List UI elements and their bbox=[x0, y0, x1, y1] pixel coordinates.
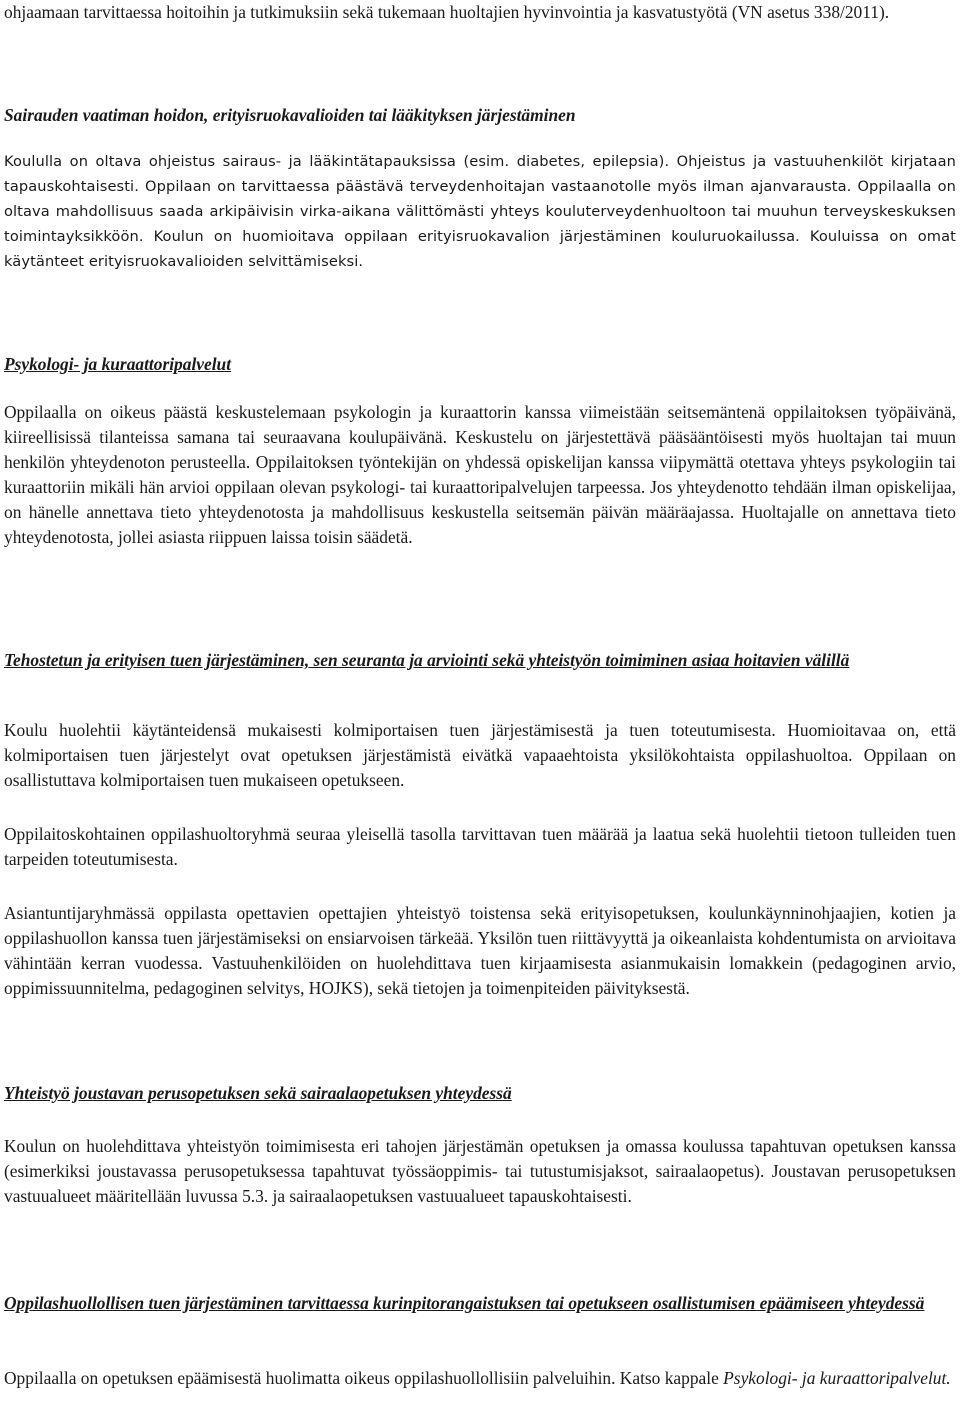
psychologist-body bbox=[4, 400, 956, 550]
flexible-section bbox=[4, 1081, 956, 1106]
discipline-text: Oppilaalla on opetuksen epäämisestä huolimatta oikeus oppilashuollollisiin palveluihin. Katso kappale bbox=[4, 1368, 719, 1388]
psychologist-paragraph: Oppilaalla on oikeus päästä keskustelemaan psykologin ja kuraattorin kanssa viimeistään seitsemäntenä oppilaitoksen työpäivänä, kiireellisissä tilanteissa samana tai seuraavana koulupäivänä. Keskustelu on järjestettävä pääsääntöisesti myös huoltajan tai muun henkilön yhteydenoton perusteella. Oppilaitoksen työntekijän on yhdessä opiskelijan kanssa viipymättä otettava yhteys psykologiin tai kuraattoriin mikäli hän arvioi oppilaan olevan psykologi- tai kuraattoripalvelujen tarpeessa. Jos yhteydenotto tehdään ilman opiskelijaa, on hänelle annettava tieto yhteydenotosta ja mahdollisuus keskustella seitsemän päivän määräajassa. Huoltajalle on annettava tieto yhteydenotosta, jollei asiasta riippuen laissa toisin säädetä. bbox=[4, 402, 956, 547]
support-body-2 bbox=[4, 822, 956, 872]
psychologist-section bbox=[4, 352, 956, 377]
section-reference-link[interactable]: Psykologi- ja kuraattoripalvelut. bbox=[723, 1368, 951, 1388]
flexible-heading: Yhteistyö joustavan perusopetuksen sekä sairaalaopetuksen yhteydessä bbox=[4, 1083, 512, 1103]
flexible-body bbox=[4, 1134, 956, 1209]
intro-section bbox=[4, 0, 956, 25]
support-section bbox=[4, 648, 956, 673]
illness-section bbox=[4, 103, 956, 128]
illness-paragraph: Koululla on oltava ohjeistus sairaus- ja lääkintätapauksissa (esim. diabetes, epilepsia). Ohjeistus ja vastuuhenkilöt kirjataan tapauskohtaisesti. Oppilaan on tarvittaessa päästävä terveydenhoitajan vastaanotolle myös ilman ajanvarausta. Oppilaalla on oltava mahdollisuus saada arkipäivisin virka-aikana välittömästi yhteys kouluterveydenhuoltoon tai muuhun terveyskeskuksen toimintayksikköön. Koulun on huomioitava oppilaan erityisruokavalion järjestäminen kouluruokailussa. Kouluissa on omat käytänteet erityisruokavalioiden selvittämiseksi. bbox=[4, 153, 956, 270]
support-body-3 bbox=[4, 901, 956, 1001]
discipline-section bbox=[4, 1291, 956, 1316]
support-paragraph-2: Oppilaitoskohtainen oppilashuoltoryhmä seuraa yleisellä tasolla tarvittavan tuen määrää ja laatua sekä huolehtii tietoon tulleiden tuen tarpeiden toteutumisesta. bbox=[4, 824, 956, 869]
illness-body bbox=[4, 149, 956, 274]
discipline-heading: Oppilashuollollisen tuen järjestäminen tarvittaessa kurinpitorangaistuksen tai opetukseen osallistumisen epäämiseen yhteydessä bbox=[4, 1293, 925, 1313]
intro-paragraph: ohjaamaan tarvittaessa hoitoihin ja tutkimuksiin sekä tukemaan huoltajien hyvinvointia ja kasvatustyötä (VN asetus 338/2011). bbox=[4, 2, 890, 22]
support-heading: Tehostetun ja erityisen tuen järjestäminen, sen seuranta ja arviointi sekä yhteistyön toimiminen asiaa hoitavien välillä bbox=[4, 650, 850, 670]
psychologist-heading: Psykologi- ja kuraattoripalvelut bbox=[4, 354, 232, 374]
flexible-paragraph: Koulun on huolehdittava yhteistyön toimimisesta eri tahojen järjestämän opetuksen ja omassa koulussa tapahtuvan opetuksen kanssa (esimerkiksi joustavassa perusopetuksessa tapahtuvat työssäoppimis- tai tutustumisjaksot, sairaalaopetus). Joustavan perusopetuksen vastuualueet määritellään luvussa 5.3. ja sairaalaopetuksen vastuualueet tapauskohtaisesti. bbox=[4, 1136, 956, 1206]
discipline-body bbox=[4, 1366, 956, 1391]
discipline-paragraph bbox=[4, 1366, 956, 1391]
illness-heading: Sairauden vaatiman hoidon, erityisruokavalioiden tai lääkityksen järjestäminen bbox=[4, 105, 576, 125]
support-paragraph-3: Asiantuntijaryhmässä oppilasta opettavien opettajien yhteistyö toistensa sekä erityisopetuksen, koulunkäynninohjaajien, kotien ja oppilashuollon kanssa tuen järjestämiseksi on ensiarvoisen tärkeää. Yksilön tuen riittävyyttä ja oikeanlaista kohdentumista on arvioitava vähintään kerran vuodessa. Vastuuhenkilöiden on huolehdittava tuen kirjaamisesta asianmukaisin lomakkein (pedagoginen arvio, oppimissuunnitelma, pedagoginen selvitys, HOJKS), sekä tietojen ja toimenpiteiden päivityksestä. bbox=[4, 903, 956, 998]
support-paragraph-1: Koulu huolehtii käytänteidensä mukaisesti kolmiportaisen tuen järjestämisestä ja tuen toteutumisesta. Huomioitavaa on, että kolmiportaisen tuen järjestelyt ovat opetuksen järjestämistä eivätkä vapaaehtoista yksilökohtaista oppilashuoltoa. Oppilaan on osallistuttava kolmiportaisen tuen mukaiseen opetukseen. bbox=[4, 720, 956, 790]
support-body-1 bbox=[4, 718, 956, 793]
